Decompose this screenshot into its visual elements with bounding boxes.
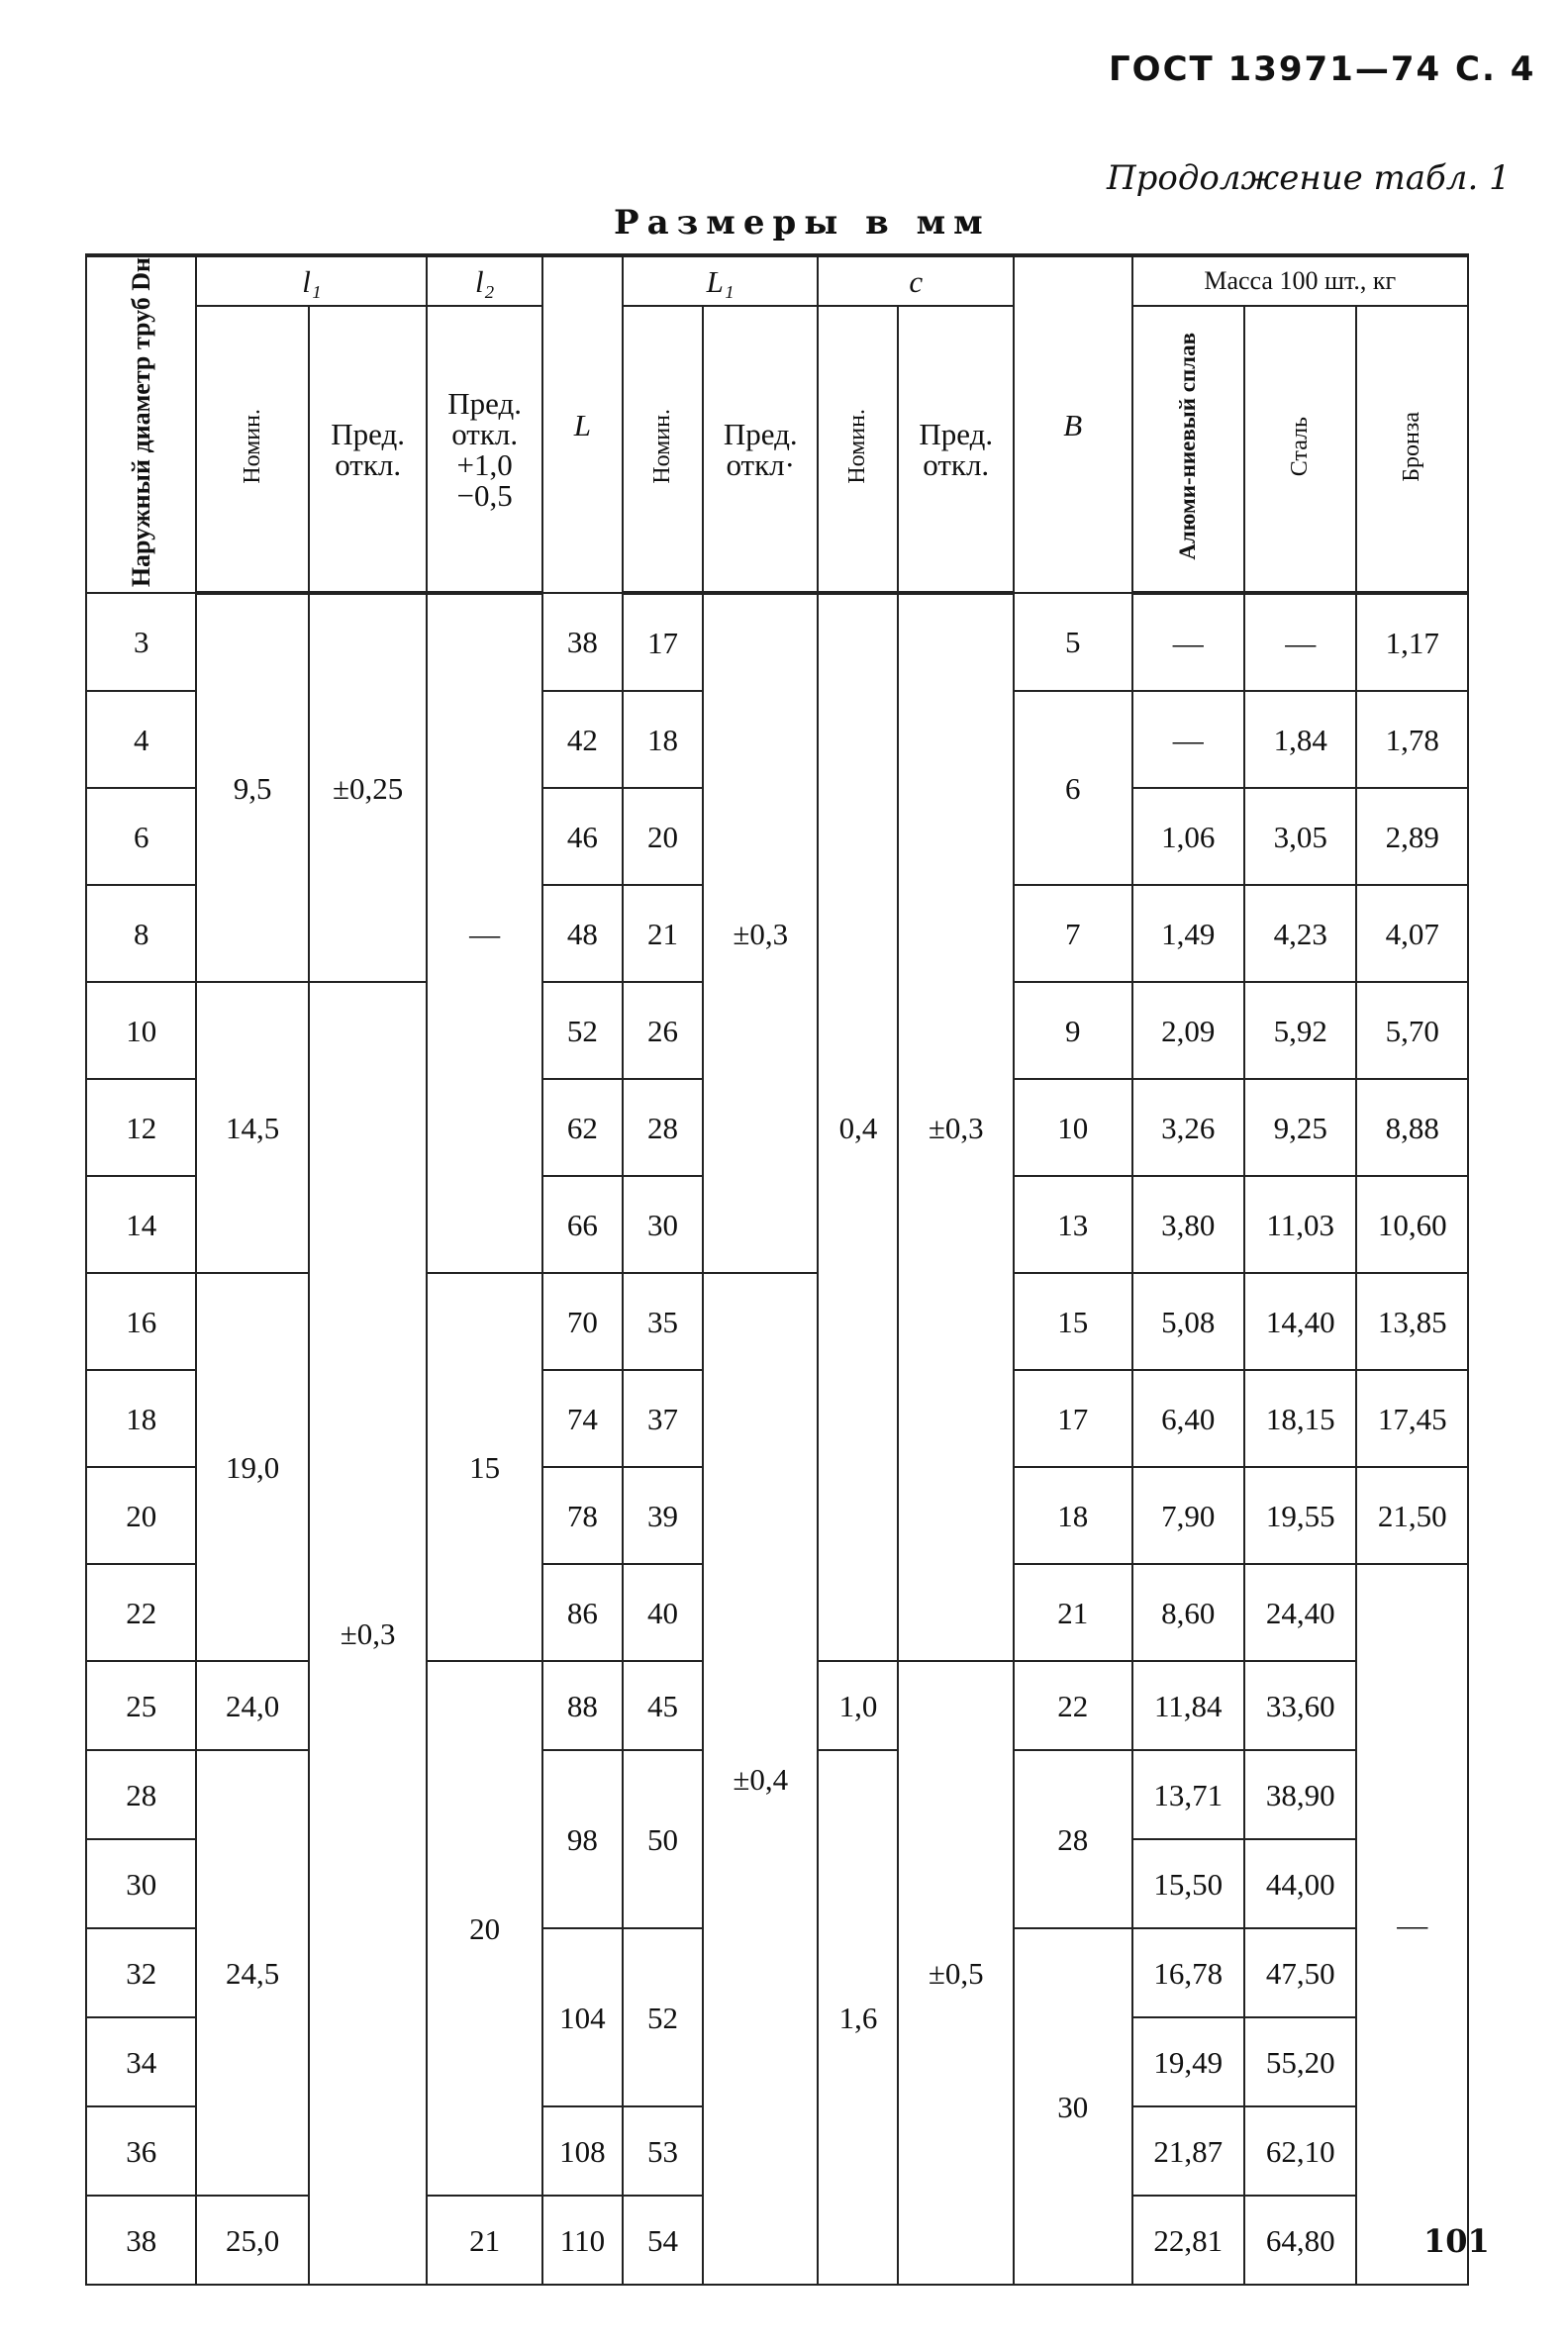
- cell-B: 22: [1014, 1661, 1132, 1750]
- cell-L: 108: [542, 2106, 623, 2196]
- header-steel: Сталь: [1244, 306, 1356, 593]
- cell-steel: 38,90: [1244, 1750, 1356, 1839]
- header-c-dev: Пред. откл.: [898, 306, 1014, 593]
- cell-l2: 15: [427, 1273, 541, 1661]
- header-alum: Алюми-ниевый сплав: [1132, 306, 1244, 593]
- cell-alum: 1,06: [1132, 788, 1244, 885]
- header-l1: l₁: [196, 255, 427, 306]
- header-c-nom: Номин.: [818, 306, 898, 593]
- cell-B: 6: [1014, 691, 1132, 885]
- cell-B: 13: [1014, 1176, 1132, 1273]
- cell-L1-nom: 54: [623, 2196, 703, 2285]
- cell-steel: 24,40: [1244, 1564, 1356, 1661]
- cell-B: 9: [1014, 982, 1132, 1079]
- cell-diameter: 38: [86, 2196, 196, 2285]
- cell-L1-nom: 39: [623, 1467, 703, 1564]
- cell-bronze: 4,07: [1356, 885, 1468, 982]
- cell-c-nom: 1,6: [818, 1750, 898, 2285]
- cell-B: 28: [1014, 1750, 1132, 1928]
- cell-steel: 33,60: [1244, 1661, 1356, 1750]
- cell-steel: 9,25: [1244, 1079, 1356, 1176]
- cell-diameter: 18: [86, 1370, 196, 1467]
- header-l1-nom: Номин.: [196, 306, 308, 593]
- cell-diameter: 8: [86, 885, 196, 982]
- cell-L: 78: [542, 1467, 623, 1564]
- header-diameter: Наружный диаметр труб Dн: [86, 255, 196, 593]
- header-l2-dev: Пред. откл. +1,0 −0,5: [427, 306, 541, 593]
- cell-c-dev: ±0,5: [898, 1661, 1014, 2285]
- cell-L1-dev: ±0,4: [703, 1273, 818, 2285]
- dimensions-table: [85, 253, 1469, 2286]
- cell-l1-nom: 24,5: [196, 1750, 308, 2196]
- cell-steel: 18,15: [1244, 1370, 1356, 1467]
- cell-bronze: 10,60: [1356, 1176, 1468, 1273]
- cell-diameter: 10: [86, 982, 196, 1079]
- cell-steel: 14,40: [1244, 1273, 1356, 1370]
- cell-alum: 8,60: [1132, 1564, 1244, 1661]
- cell-c-nom: 0,4: [818, 593, 898, 1661]
- cell-L1-nom: 20: [623, 788, 703, 885]
- cell-alum: 5,08: [1132, 1273, 1244, 1370]
- cell-steel: 19,55: [1244, 1467, 1356, 1564]
- cell-steel: 47,50: [1244, 1928, 1356, 2017]
- cell-bronze: —: [1356, 1564, 1468, 2285]
- cell-steel: 5,92: [1244, 982, 1356, 1079]
- cell-L1-nom: 52: [623, 1928, 703, 2106]
- cell-B: 30: [1014, 1928, 1132, 2285]
- cell-l1-nom: 24,0: [196, 1661, 308, 1750]
- cell-diameter: 3: [86, 593, 196, 691]
- cell-L: 42: [542, 691, 623, 788]
- cell-steel: 64,80: [1244, 2196, 1356, 2285]
- cell-B: 15: [1014, 1273, 1132, 1370]
- cell-l2: 20: [427, 1661, 541, 2196]
- cell-L1-nom: 53: [623, 2106, 703, 2196]
- cell-L1-nom: 37: [623, 1370, 703, 1467]
- cell-L1-nom: 30: [623, 1176, 703, 1273]
- header-L: L: [542, 255, 623, 593]
- cell-bronze: 21,50: [1356, 1467, 1468, 1564]
- cell-L: 62: [542, 1079, 623, 1176]
- cell-alum: —: [1132, 593, 1244, 691]
- cell-alum: 15,50: [1132, 1839, 1244, 1928]
- cell-alum: 3,80: [1132, 1176, 1244, 1273]
- cell-alum: 11,84: [1132, 1661, 1244, 1750]
- cell-diameter: 28: [86, 1750, 196, 1839]
- table-continuation-label: Продолжение табл. 1: [1107, 158, 1511, 198]
- cell-L: 70: [542, 1273, 623, 1370]
- cell-alum: 1,49: [1132, 885, 1244, 982]
- cell-L1-nom: 28: [623, 1079, 703, 1176]
- cell-alum: 22,81: [1132, 2196, 1244, 2285]
- cell-diameter: 16: [86, 1273, 196, 1370]
- cell-l2: 21: [427, 2196, 541, 2285]
- cell-L: 86: [542, 1564, 623, 1661]
- cell-diameter: 6: [86, 788, 196, 885]
- cell-bronze: 17,45: [1356, 1370, 1468, 1467]
- cell-L: 46: [542, 788, 623, 885]
- cell-L1-nom: 18: [623, 691, 703, 788]
- header-L1: L₁: [623, 255, 819, 306]
- cell-bronze: 1,78: [1356, 691, 1468, 788]
- cell-steel: 44,00: [1244, 1839, 1356, 1928]
- cell-L: 48: [542, 885, 623, 982]
- cell-alum: 7,90: [1132, 1467, 1244, 1564]
- cell-B: 10: [1014, 1079, 1132, 1176]
- cell-l1-dev: ±0,25: [309, 593, 428, 982]
- cell-steel: 1,84: [1244, 691, 1356, 788]
- cell-alum: —: [1132, 691, 1244, 788]
- cell-L1-nom: 26: [623, 982, 703, 1079]
- cell-steel: 55,20: [1244, 2017, 1356, 2106]
- cell-diameter: 4: [86, 691, 196, 788]
- cell-alum: 2,09: [1132, 982, 1244, 1079]
- cell-l1-nom: 9,5: [196, 593, 308, 982]
- cell-L: 52: [542, 982, 623, 1079]
- cell-L: 110: [542, 2196, 623, 2285]
- page-number: 101: [1423, 2222, 1490, 2260]
- cell-c-dev: ±0,3: [898, 593, 1014, 1661]
- cell-bronze: 2,89: [1356, 788, 1468, 885]
- cell-alum: 21,87: [1132, 2106, 1244, 2196]
- table-row: [86, 593, 1468, 691]
- cell-bronze: 13,85: [1356, 1273, 1468, 1370]
- cell-B: 5: [1014, 593, 1132, 691]
- cell-diameter: 12: [86, 1079, 196, 1176]
- cell-diameter: 25: [86, 1661, 196, 1750]
- units-label: Размеры в мм: [614, 203, 991, 243]
- cell-diameter: 20: [86, 1467, 196, 1564]
- table-row: [86, 1273, 1468, 1370]
- cell-B: 17: [1014, 1370, 1132, 1467]
- cell-B: 21: [1014, 1564, 1132, 1661]
- cell-L: 74: [542, 1370, 623, 1467]
- cell-l1-nom: 19,0: [196, 1273, 308, 1661]
- header-L1-dev: Пред. откл·: [703, 306, 818, 593]
- cell-diameter: 22: [86, 1564, 196, 1661]
- cell-steel: 62,10: [1244, 2106, 1356, 2196]
- cell-bronze: 1,17: [1356, 593, 1468, 691]
- cell-B: 7: [1014, 885, 1132, 982]
- cell-alum: 16,78: [1132, 1928, 1244, 2017]
- header-c: c: [818, 255, 1014, 306]
- cell-steel: 11,03: [1244, 1176, 1356, 1273]
- header-l2: l₂: [427, 255, 541, 306]
- cell-L1-nom: 45: [623, 1661, 703, 1750]
- header-bronze: Бронза: [1356, 306, 1468, 593]
- cell-L: 98: [542, 1750, 623, 1928]
- cell-l1-nom: 14,5: [196, 982, 308, 1273]
- cell-diameter: 14: [86, 1176, 196, 1273]
- cell-L1-nom: 50: [623, 1750, 703, 1928]
- cell-alum: 19,49: [1132, 2017, 1244, 2106]
- cell-steel: 4,23: [1244, 885, 1356, 982]
- cell-alum: 6,40: [1132, 1370, 1244, 1467]
- header-B: B: [1014, 255, 1132, 593]
- header-l1-dev: Пред. откл.: [309, 306, 428, 593]
- cell-bronze: 8,88: [1356, 1079, 1468, 1176]
- cell-L1-nom: 21: [623, 885, 703, 982]
- cell-L1-nom: 35: [623, 1273, 703, 1370]
- cell-L: 38: [542, 593, 623, 691]
- cell-alum: 3,26: [1132, 1079, 1244, 1176]
- cell-diameter: 30: [86, 1839, 196, 1928]
- cell-L: 66: [542, 1176, 623, 1273]
- cell-bronze: 5,70: [1356, 982, 1468, 1079]
- header-mass: Масса 100 шт., кг: [1132, 255, 1468, 306]
- cell-L: 88: [542, 1661, 623, 1750]
- cell-c-nom: 1,0: [818, 1661, 898, 1750]
- cell-alum: 13,71: [1132, 1750, 1244, 1839]
- cell-l2: —: [427, 593, 541, 1273]
- cell-L1-nom: 40: [623, 1564, 703, 1661]
- cell-diameter: 36: [86, 2106, 196, 2196]
- cell-L: 104: [542, 1928, 623, 2106]
- document-code: ГОСТ 13971—74 С. 4: [1109, 49, 1536, 89]
- cell-L1-dev: ±0,3: [703, 593, 818, 1273]
- cell-B: 18: [1014, 1467, 1132, 1564]
- cell-steel: 3,05: [1244, 788, 1356, 885]
- cell-diameter: 32: [86, 1928, 196, 2017]
- header-L1-nom: Номин.: [623, 306, 703, 593]
- cell-l1-nom: 25,0: [196, 2196, 308, 2285]
- cell-diameter: 34: [86, 2017, 196, 2106]
- cell-L1-nom: 17: [623, 593, 703, 691]
- cell-steel: —: [1244, 593, 1356, 691]
- cell-l1-dev: ±0,3: [309, 982, 428, 2285]
